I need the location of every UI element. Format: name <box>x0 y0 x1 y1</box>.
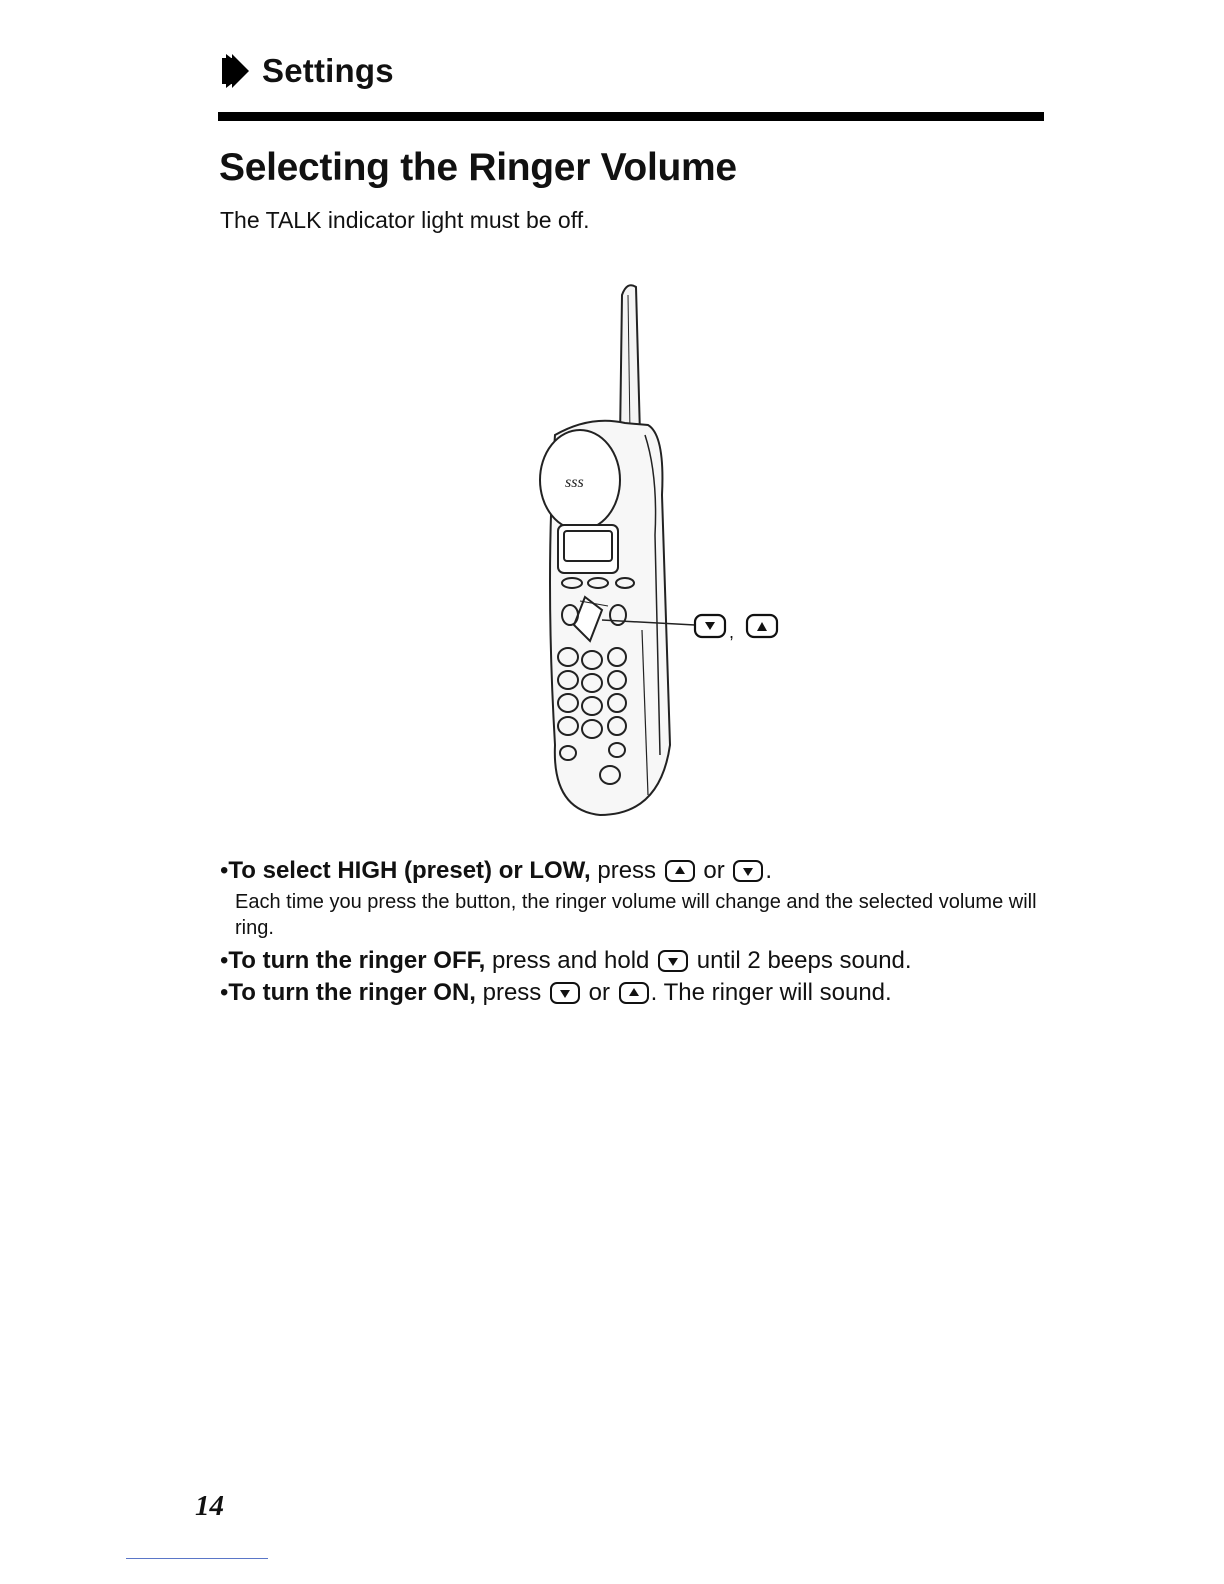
instruction-high-low: •To select HIGH (preset) or LOW, press or . Each time you press the button, the ringer volume will change and the selected volume will ring. <box>220 855 1050 941</box>
instruction-note: Each time you press the button, the ringer volume will change and the selected volume will ring. <box>235 891 1037 939</box>
bottom-divider <box>126 1558 268 1559</box>
section-title: Settings <box>262 52 394 89</box>
callout-separator: , <box>729 622 735 642</box>
instructions <box>220 855 1050 1009</box>
up-key-icon <box>665 860 695 882</box>
arrow-right-icon <box>220 54 250 88</box>
section-header <box>220 52 394 90</box>
down-key-icon <box>658 950 688 972</box>
up-key-icon <box>619 982 649 1004</box>
svg-text:sss: sss <box>565 474 584 491</box>
down-key-icon <box>733 860 763 882</box>
handset-illustration <box>530 275 800 820</box>
page-title: Selecting the Ringer Volume <box>219 146 737 189</box>
page-number: 14 <box>195 1490 224 1522</box>
header-rule <box>218 112 1044 121</box>
down-key-icon <box>550 982 580 1004</box>
instruction-ringer-off: •To turn the ringer OFF, press and hold until 2 beeps sound. <box>220 947 912 974</box>
instruction-ringer-on: •To turn the ringer ON, press or . The ringer will sound. <box>220 979 892 1006</box>
intro-text: The TALK indicator light must be off. <box>220 207 590 233</box>
